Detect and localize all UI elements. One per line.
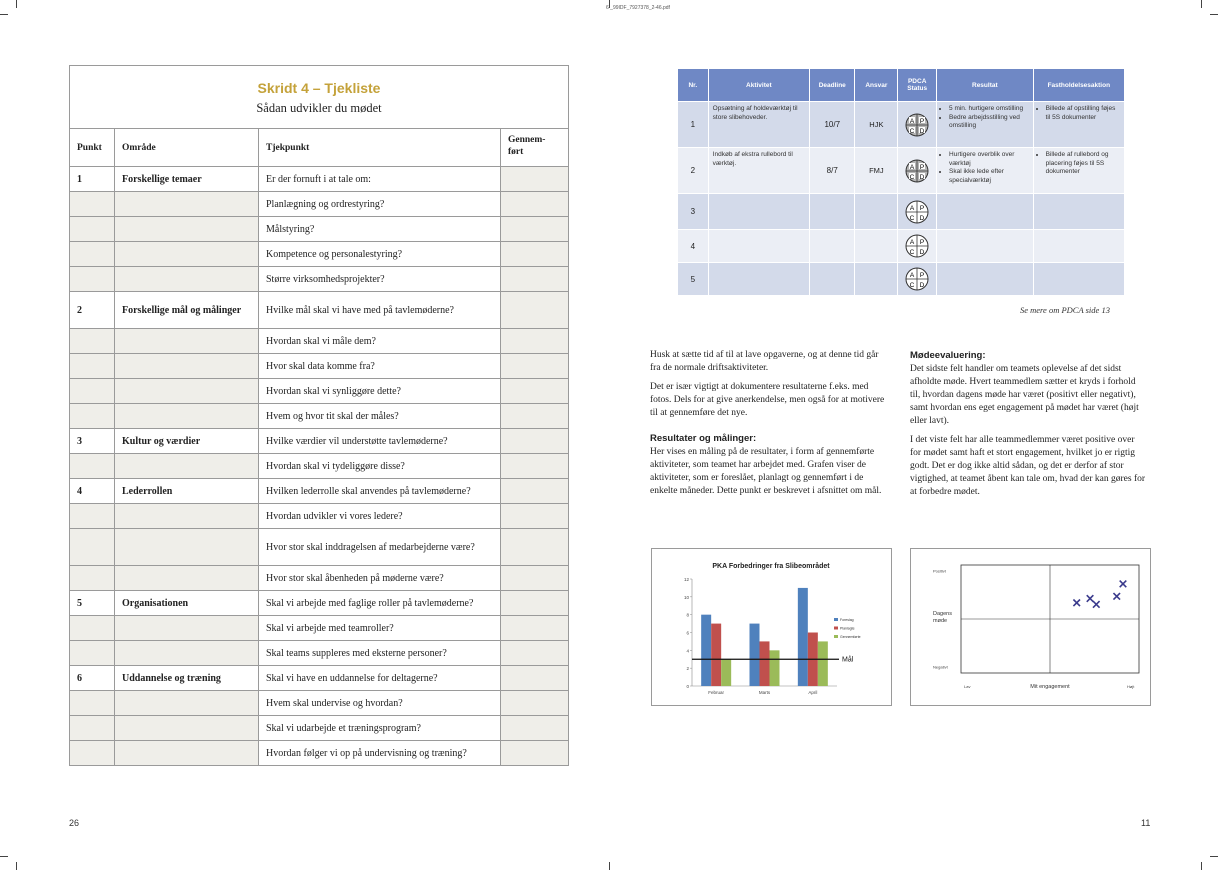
row-gennemfoert (501, 329, 568, 353)
row-omraade (115, 529, 259, 565)
row-omraade: Lederrollen (115, 479, 259, 503)
svg-text:A: A (910, 204, 915, 212)
pdca-cell-deadline (810, 263, 855, 296)
row-tjekpunkt: Hvordan udvikler vi vores ledere? (259, 504, 501, 528)
row-tjekpunkt: Hvor skal data komme fra? (259, 354, 501, 378)
row-gennemfoert (501, 354, 568, 378)
pdca-row (678, 102, 1125, 148)
row-omraade (115, 329, 259, 353)
crop-mark (609, 862, 610, 870)
y-tick-label: 8 (686, 612, 689, 618)
bullet-item: • Billede af rullebord og placering føjes til 5S dokumenter (1046, 151, 1120, 177)
row-tjekpunkt: Målstyring? (259, 217, 501, 241)
row-omraade (115, 716, 259, 740)
y-tick-label: 2 (686, 666, 689, 672)
bar-gennemførte (818, 641, 828, 686)
row-omraade (115, 192, 259, 216)
pdca-cell-fasthold (1033, 230, 1124, 263)
row-tjekpunkt: Hvordan skal vi tydeliggøre disse? (259, 454, 501, 478)
legend-swatch (834, 618, 838, 621)
row-omraade (115, 741, 259, 765)
y-tick-label: 6 (686, 630, 689, 636)
bullet-item: • Bedre arbejdsstilling ved omstilling (949, 114, 1029, 131)
pdca-cell-aktivitet: Indkøb af ekstra rullebord til værktøj. (708, 148, 809, 194)
row-gennemfoert (501, 454, 568, 478)
row-gennemfoert (501, 167, 568, 191)
row-punkt (70, 242, 115, 266)
crop-mark (0, 14, 8, 15)
x-high-label: Højt (1127, 684, 1135, 689)
pdca-body (678, 102, 1125, 296)
row-punkt (70, 616, 115, 640)
legend-label: Planlagte (840, 626, 855, 631)
checklist-row (70, 454, 568, 479)
row-punkt (70, 529, 115, 565)
svg-text:C: C (909, 173, 915, 181)
crop-mark (1201, 862, 1202, 870)
y-axis-label-line: møde (933, 618, 948, 624)
pdca-header-ansvar: Ansvar (855, 69, 898, 102)
checklist-row (70, 591, 568, 616)
row-punkt: 3 (70, 429, 115, 453)
section-heading: Resultater og målinger: (650, 433, 757, 444)
row-gennemfoert (501, 616, 568, 640)
row-punkt (70, 404, 115, 428)
bar-chart (652, 549, 891, 705)
y-tick-label: 0 (686, 684, 689, 689)
x-tick-label: April (808, 690, 818, 695)
row-punkt (70, 566, 115, 590)
pdca-header-nr: Nr. (678, 69, 709, 102)
checklist-row (70, 217, 568, 242)
pdca-cell-status (898, 263, 937, 296)
pdca-cell-resultat (937, 263, 1034, 296)
row-gennemfoert (501, 292, 568, 328)
scatter-point (1087, 595, 1094, 602)
row-gennemfoert (501, 566, 568, 590)
scatter-point (1120, 581, 1127, 588)
checklist-row (70, 192, 568, 217)
pdca-cell-deadline: 10/7 (810, 102, 855, 148)
row-gennemfoert (501, 741, 568, 765)
row-gennemfoert (501, 666, 568, 690)
pdca-table (677, 68, 1125, 296)
row-gennemfoert (501, 379, 568, 403)
pdca-cell-deadline (810, 194, 855, 230)
svg-text:P: P (920, 204, 925, 212)
checklist-row (70, 479, 568, 504)
goal-label: Mål (842, 656, 854, 664)
row-tjekpunkt: Hvor stor skal inddragelsen af medarbejderne være? (259, 529, 501, 565)
row-gennemfoert (501, 591, 568, 615)
pdca-header-row (678, 69, 1125, 102)
svg-text:P: P (920, 239, 925, 246)
row-gennemfoert (501, 242, 568, 266)
row-omraade: Forskellige temaer (115, 167, 259, 191)
bullet-list (1038, 151, 1120, 177)
row-omraade (115, 641, 259, 665)
paragraph: Det er især vigtigt at dokumentere resultaterne f.eks. med fotos. Dels for at give anerkendelse, men også for at motivere til at gennemføre det nye. (650, 382, 885, 418)
pdca-cell-fasthold (1033, 263, 1124, 296)
pdca-cell-deadline: 8/7 (810, 148, 855, 194)
row-gennemfoert (501, 429, 568, 453)
row-punkt (70, 329, 115, 353)
row-punkt: 4 (70, 479, 115, 503)
bar-gennemførte (770, 650, 780, 686)
row-punkt (70, 641, 115, 665)
checklist-row (70, 741, 568, 766)
paragraph: Husk at sætte tid af til at lave opgaverne, og at denne tid går fra de normale driftsaktiviteter. (650, 350, 879, 373)
row-omraade (115, 566, 259, 590)
row-omraade (115, 504, 259, 528)
row-punkt: 6 (70, 666, 115, 690)
pdca-row (678, 148, 1125, 194)
row-tjekpunkt: Hvordan skal vi synliggøre dette? (259, 379, 501, 403)
row-punkt: 1 (70, 167, 115, 191)
scatter-point (1113, 593, 1120, 600)
pdca-wheel-icon (905, 200, 929, 224)
row-omraade (115, 691, 259, 715)
row-tjekpunkt: Er der fornuft i at tale om: (259, 167, 501, 191)
row-tjekpunkt: Hvem og hvor tit skal der måles? (259, 404, 501, 428)
row-omraade: Uddannelse og træning (115, 666, 259, 690)
pdca-header-resultat: Resultat (937, 69, 1034, 102)
svg-text:A: A (910, 163, 915, 171)
checklist-title: Skridt 4 – Tjekliste (257, 80, 381, 96)
paragraph: Det sidste felt handler om teamets oplevelse af det sidst afholdte møde. Hvert teammedlem sætter et kryds i forhold til, hvordan dagens møde har været (positivt eller negativt), samt hvordan ens eget engagement på mødet har været (højt eller lavt). (910, 364, 1139, 426)
bullet-list (941, 105, 1029, 131)
x-low-label: Lav (964, 684, 971, 689)
row-omraade (115, 217, 259, 241)
row-tjekpunkt: Kompetence og personalestyring? (259, 242, 501, 266)
svg-text:C: C (909, 249, 915, 256)
checklist-row (70, 292, 568, 329)
pdca-cell-ansvar: HJK (855, 102, 898, 148)
svg-text:C: C (909, 282, 915, 289)
checklist-row (70, 329, 568, 354)
row-omraade (115, 354, 259, 378)
bar-planlagte (711, 624, 721, 686)
row-tjekpunkt: Planlægning og ordrestyring? (259, 192, 501, 216)
row-punkt (70, 379, 115, 403)
x-tick-label: Marts (758, 690, 771, 695)
text-column-2 (910, 349, 1147, 505)
pdca-cell-aktivitet: Opsætning af holdeværktøj til store slibehoveder. (708, 102, 809, 148)
row-omraade: Kultur og værdier (115, 429, 259, 453)
row-omraade (115, 454, 259, 478)
row-omraade (115, 242, 259, 266)
svg-text:D: D (919, 127, 925, 135)
page-number-right: 11 (1141, 818, 1151, 828)
row-punkt (70, 354, 115, 378)
crop-mark (16, 0, 17, 8)
svg-text:D: D (919, 214, 925, 222)
checklist-column-headers (70, 129, 568, 167)
row-punkt (70, 217, 115, 241)
checklist-table (69, 65, 569, 766)
crop-mark (1210, 856, 1218, 857)
pdca-row (678, 263, 1125, 296)
scatter-chart (911, 549, 1150, 705)
y-axis-label-line: Dagens (933, 611, 952, 617)
row-tjekpunkt: Skal teams suppleres med eksterne personer? (259, 641, 501, 665)
row-tjekpunkt: Skal vi have en uddannelse for deltagerne? (259, 666, 501, 690)
row-omraade (115, 616, 259, 640)
x-tick-label: Februar (708, 690, 725, 695)
bullet-list (941, 151, 1029, 185)
pdca-row (678, 230, 1125, 263)
row-punkt (70, 741, 115, 765)
scatter-point (1073, 600, 1080, 607)
y-tick-label: 12 (683, 577, 689, 582)
pdca-header-status: PDCA Status (898, 69, 937, 102)
pdca-cell-ansvar (855, 263, 898, 296)
svg-text:P: P (920, 272, 925, 279)
scatter-chart-box (910, 548, 1151, 706)
row-punkt: 5 (70, 591, 115, 615)
row-punkt (70, 267, 115, 291)
row-punkt (70, 716, 115, 740)
pdca-cell-status (898, 102, 937, 148)
pdca-cell-resultat (937, 148, 1034, 194)
row-tjekpunkt: Hvordan følger vi op på undervisning og træning? (259, 741, 501, 765)
row-tjekpunkt: Hvilke mål skal vi have med på tavlemøderne? (259, 292, 501, 328)
row-tjekpunkt: Skal vi udarbejde et træningsprogram? (259, 716, 501, 740)
pdca-cell-status (898, 194, 937, 230)
bar-chart-box (651, 548, 892, 706)
checklist-row (70, 616, 568, 641)
pdca-cell-status (898, 148, 937, 194)
row-omraade: Forskellige mål og målinger (115, 292, 259, 328)
pdca-cell-ansvar: FMJ (855, 148, 898, 194)
pdca-cell-status (898, 230, 937, 263)
row-gennemfoert (501, 504, 568, 528)
crop-mark (1210, 14, 1218, 15)
row-gennemfoert (501, 404, 568, 428)
pdca-row (678, 194, 1125, 230)
row-tjekpunkt: Hvilke værdier vil understøtte tavlemøderne? (259, 429, 501, 453)
pdca-cell-nr: 1 (678, 102, 709, 148)
bullet-item: • Billede af opstilling føjes til 5S dokumenter (1046, 105, 1120, 122)
pdca-wheel-icon (905, 113, 929, 137)
row-gennemfoert (501, 267, 568, 291)
row-punkt (70, 691, 115, 715)
pdca-cell-resultat (937, 230, 1034, 263)
pdca-wheel-icon (905, 234, 929, 258)
text-column-1 (650, 349, 887, 504)
pdca-cell-fasthold (1033, 148, 1124, 194)
svg-text:C: C (909, 214, 915, 222)
checklist-header (70, 66, 568, 129)
bullet-item: • Skal ikke lede efter specialværktøj (949, 168, 1029, 185)
checklist-row (70, 242, 568, 267)
checklist-row (70, 566, 568, 591)
chart-title: PKA Forbedringer fra Slibeområdet (712, 563, 830, 570)
page-number-left: 26 (69, 818, 80, 828)
checklist-row (70, 666, 568, 691)
header-tjekpunkt: Tjekpunkt (259, 129, 501, 166)
row-gennemfoert (501, 479, 568, 503)
row-tjekpunkt: Skal vi arbejde med faglige roller på tavlemøderne? (259, 591, 501, 615)
paragraph: I det viste felt har alle teammedlemmer været positive over for mødet samt haft et stort engagement, hvilket jo er rigtig godt. Det er dog ikke altid sådan, og det er derfor af stor vigtighed, at teamet åbent kan tale om, hvad der kan gøres for at forbedre mødet. (910, 435, 1146, 497)
header-omraade: Område (115, 129, 259, 166)
svg-text:A: A (910, 272, 915, 279)
legend-swatch (834, 635, 838, 638)
row-omraade (115, 404, 259, 428)
y-high-label: Positivt (933, 568, 946, 574)
svg-text:A: A (910, 239, 915, 246)
bar-foreslag (701, 615, 711, 686)
bar-gennemførte (721, 659, 731, 686)
row-punkt: 2 (70, 292, 115, 328)
pdca-cell-resultat (937, 194, 1034, 230)
pdca-cell-deadline (810, 230, 855, 263)
pdca-note: Se mere om PDCA side 13 (1020, 305, 1110, 315)
checklist-row (70, 379, 568, 404)
bar-planlagte (760, 641, 770, 686)
checklist-row (70, 641, 568, 666)
bullet-item: • 5 min. hurtigere omstilling (949, 105, 1029, 114)
pdca-wheel-icon (905, 267, 929, 291)
pdca-cell-fasthold (1033, 102, 1124, 148)
row-gennemfoert (501, 716, 568, 740)
crop-mark (1201, 0, 1202, 8)
x-axis-label: Mit engagement (1030, 684, 1070, 690)
row-tjekpunkt: Hvor stor skal åbenheden på møderne være? (259, 566, 501, 590)
svg-text:A: A (910, 117, 915, 125)
pdca-cell-nr: 5 (678, 263, 709, 296)
checklist-row (70, 716, 568, 741)
row-punkt (70, 454, 115, 478)
pdca-header-deadline: Deadline (810, 69, 855, 102)
bar-foreslag (750, 624, 760, 686)
header-punkt: Punkt (70, 129, 115, 166)
svg-text:P: P (920, 117, 925, 125)
row-gennemfoert (501, 192, 568, 216)
crop-mark (16, 862, 17, 870)
checklist-row (70, 354, 568, 379)
row-gennemfoert (501, 641, 568, 665)
bullet-list (1038, 105, 1120, 122)
checklist-row (70, 167, 568, 192)
file-label: 6 _99IDF_7927378_2-46.pdf (606, 5, 670, 11)
bar-foreslag (798, 588, 808, 686)
row-tjekpunkt: Hvilken lederrolle skal anvendes på tavlemøderne? (259, 479, 501, 503)
checklist-row (70, 504, 568, 529)
row-omraade: Organisationen (115, 591, 259, 615)
pdca-cell-fasthold (1033, 194, 1124, 230)
row-punkt (70, 192, 115, 216)
checklist-row (70, 529, 568, 566)
row-tjekpunkt: Skal vi arbejde med teamroller? (259, 616, 501, 640)
legend-label: Foreslag (840, 618, 854, 622)
pdca-cell-nr: 3 (678, 194, 709, 230)
pdca-cell-nr: 4 (678, 230, 709, 263)
y-tick-label: 4 (686, 648, 689, 654)
row-tjekpunkt: Hvordan skal vi måle dem? (259, 329, 501, 353)
y-tick-label: 10 (683, 594, 689, 600)
pdca-cell-ansvar (855, 194, 898, 230)
row-punkt (70, 504, 115, 528)
pdca-header-fasthold: Fastholdelsesaktion (1033, 69, 1124, 102)
scatter-point (1093, 601, 1100, 608)
checklist-subtitle: Sådan udvikler du mødet (256, 101, 382, 115)
pdca-wheel-icon (905, 159, 929, 183)
pdca-cell-ansvar (855, 230, 898, 263)
crop-mark (0, 856, 8, 857)
row-omraade (115, 267, 259, 291)
section-heading: Mødeevaluering: (910, 350, 986, 361)
pdca-cell-aktivitet (708, 194, 809, 230)
svg-text:D: D (919, 249, 925, 256)
pdca-cell-nr: 2 (678, 148, 709, 194)
paragraph: Her vises en måling på de resultater, i form af gennemførte aktiviteter, som teamet har arbejdet med. Grafen viser de aktiviteter, som er foreslået, planlagt og gennemført i de enkelte måneder. Dette punkt er beskrevet i afsnittet om mål. (650, 447, 882, 496)
checklist-row (70, 691, 568, 716)
pdca-header-aktivitet: Aktivitet (708, 69, 809, 102)
header-gennemfoert: Gennem- ført (508, 135, 546, 157)
checklist-body (70, 167, 568, 766)
row-gennemfoert (501, 217, 568, 241)
checklist-row (70, 429, 568, 454)
svg-text:D: D (919, 173, 925, 181)
bullet-item: • Hurtigere overblik over værktøj (949, 151, 1029, 168)
pdca-cell-aktivitet (708, 263, 809, 296)
pdca-cell-resultat (937, 102, 1034, 148)
row-tjekpunkt: Hvem skal undervise og hvordan? (259, 691, 501, 715)
row-gennemfoert (501, 529, 568, 565)
svg-text:P: P (920, 163, 925, 171)
checklist-row (70, 404, 568, 429)
svg-text:D: D (919, 282, 925, 289)
legend-swatch (834, 627, 838, 630)
legend-label: Gennemførte (840, 635, 861, 639)
row-tjekpunkt: Større virksomhedsprojekter? (259, 267, 501, 291)
y-low-label: Negativt (933, 664, 948, 670)
row-omraade (115, 379, 259, 403)
svg-text:C: C (909, 127, 915, 135)
row-gennemfoert (501, 691, 568, 715)
checklist-row (70, 267, 568, 292)
pdca-cell-aktivitet (708, 230, 809, 263)
